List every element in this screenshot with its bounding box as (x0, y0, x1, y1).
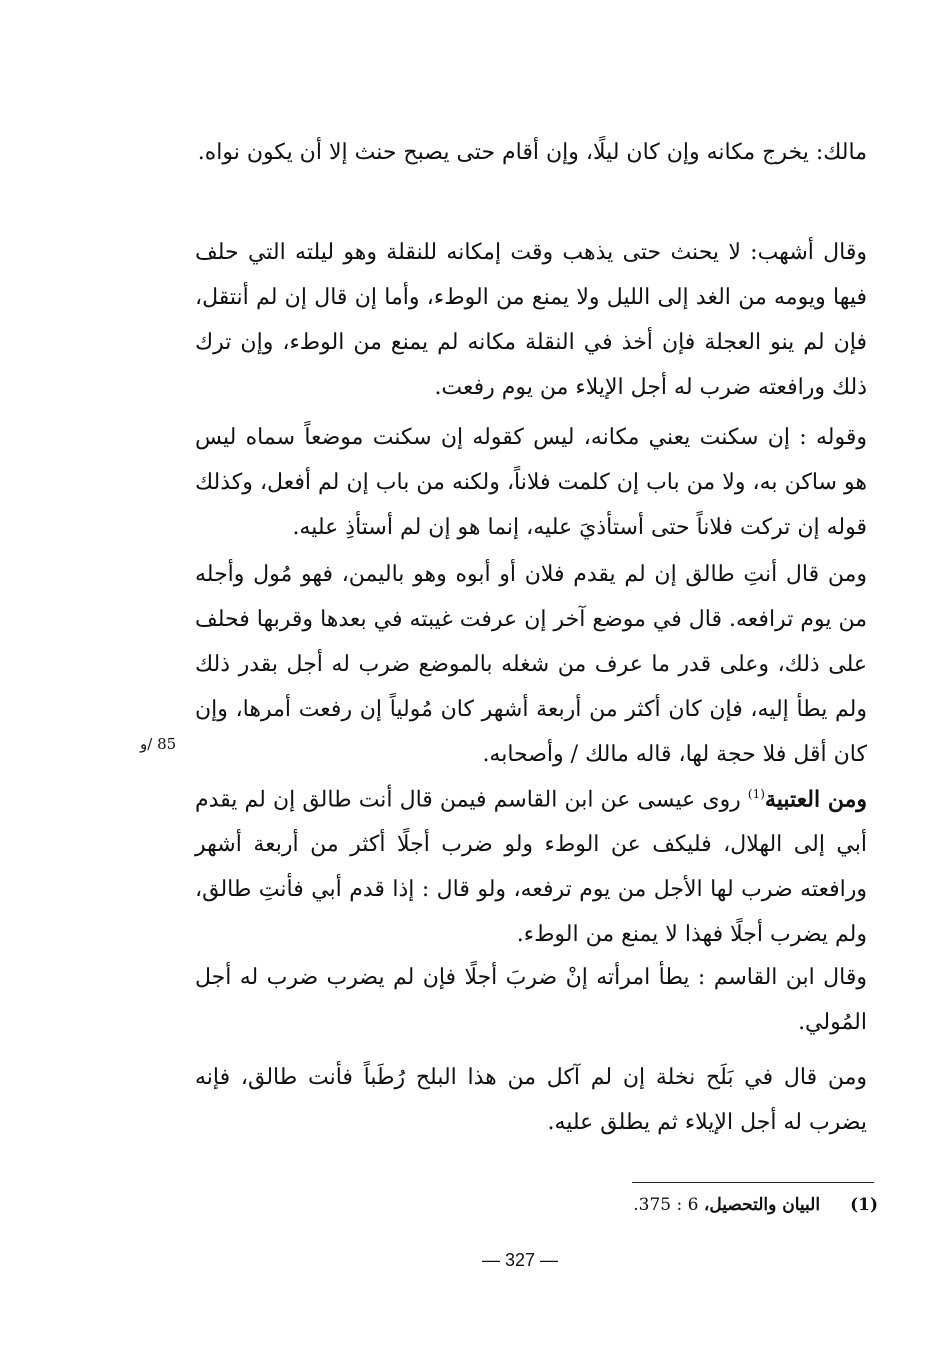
footnote-number: (1) (850, 1195, 878, 1215)
margin-folio-note: 85 /و (140, 735, 177, 753)
footnote-title: البيان والتحصيل، (703, 1195, 821, 1215)
paragraph-1: مالك: يخرج مكانه وإن كان ليلًا، وإن أقام حتى يصبح حنث إلا أن يكون نواه. (197, 140, 867, 165)
paragraph-5-text: روى عيسى عن ابن القاسم فيمن قال أنت طالق إن لم يقدم أبي إلى الهلال، فليكف عن الوطء ولو ضرب أجلًا أكثر من أربعة أشهر ورافعته ضرب لها الأجل من يوم ترفعه، ولو قال : إذا قدم أبي فأنتِ طالق، ولم يضرب أجلًا فهذا لا يمنع من الوطء. (195, 787, 867, 948)
footnote-ref: 6 : 375. (633, 1195, 704, 1215)
paragraph-4: ومن قال أنتِ طالق إن لم يقدم فلان أو أبوه وهو باليمن، فهو مُول وأجله من يوم ترافعه. قال في موضع آخر إن عرفت غيبته في بعدها وقربها فحلف على ذلك، وعلى قدر ما عرف من شغله بالموضع ضرب له أجل بقدر ذلك ولم يطأ إليه، فإن كان أكثر من أربعة أشهر كان مُولياً إن رفعت أمرها، وإن كان أقل فلا حجة لها، قاله مالك / وأصحابه. (195, 562, 867, 767)
footnote (560, 1192, 878, 1218)
paragraph-2: وقال أشهب: لا يحنث حتى يذهب وقت إمكانه للنقلة وهو ليلته التي حلف فيها ويومه من الغد إلى الليل ولا يمنع من الوطء، وأما إن قال إن لم أنتقل، فإن لم ينو العجلة فإن أخذ في النقلة مكانه لم يمنع من الوطء، وإن ترك ذلك ورافعته ضرب له أجل الإيلاء من يوم رفعت. (195, 240, 867, 400)
source-title: ومن العتبية (764, 786, 867, 813)
paragraph-5 (195, 772, 867, 957)
paragraph-6: وقال ابن القاسم : يطأ امرأته إنْ ضربَ أجلًا فإن لم يضرب ضرب له أجل المُولي. (195, 965, 867, 1035)
page-number: — 327 — (481, 1250, 559, 1270)
footnote-marker[interactable]: (1) (747, 787, 765, 801)
paragraph-3: وقوله : إن سكنت يعني مكانه، ليس كقوله إن سكنت موضعاً سماه ليس هو ساكن به، ولا من باب إن كلمت فلاناً، ولكنه من باب إن لم أفعل، وكذلك قوله إن تركت فلاناً حتى أستأذيَ عليه، إنما هو إن لم أستأذِ عليه. (195, 425, 867, 540)
footnote-divider (632, 1182, 874, 1183)
paragraph-7: ومن قال في بَلَح نخلة إن لم آكل من هذا البلح رُطَباً فأنت طالق، فإنه يضرب له أجل الإيلاء ثم يطلق عليه. (195, 1065, 867, 1135)
